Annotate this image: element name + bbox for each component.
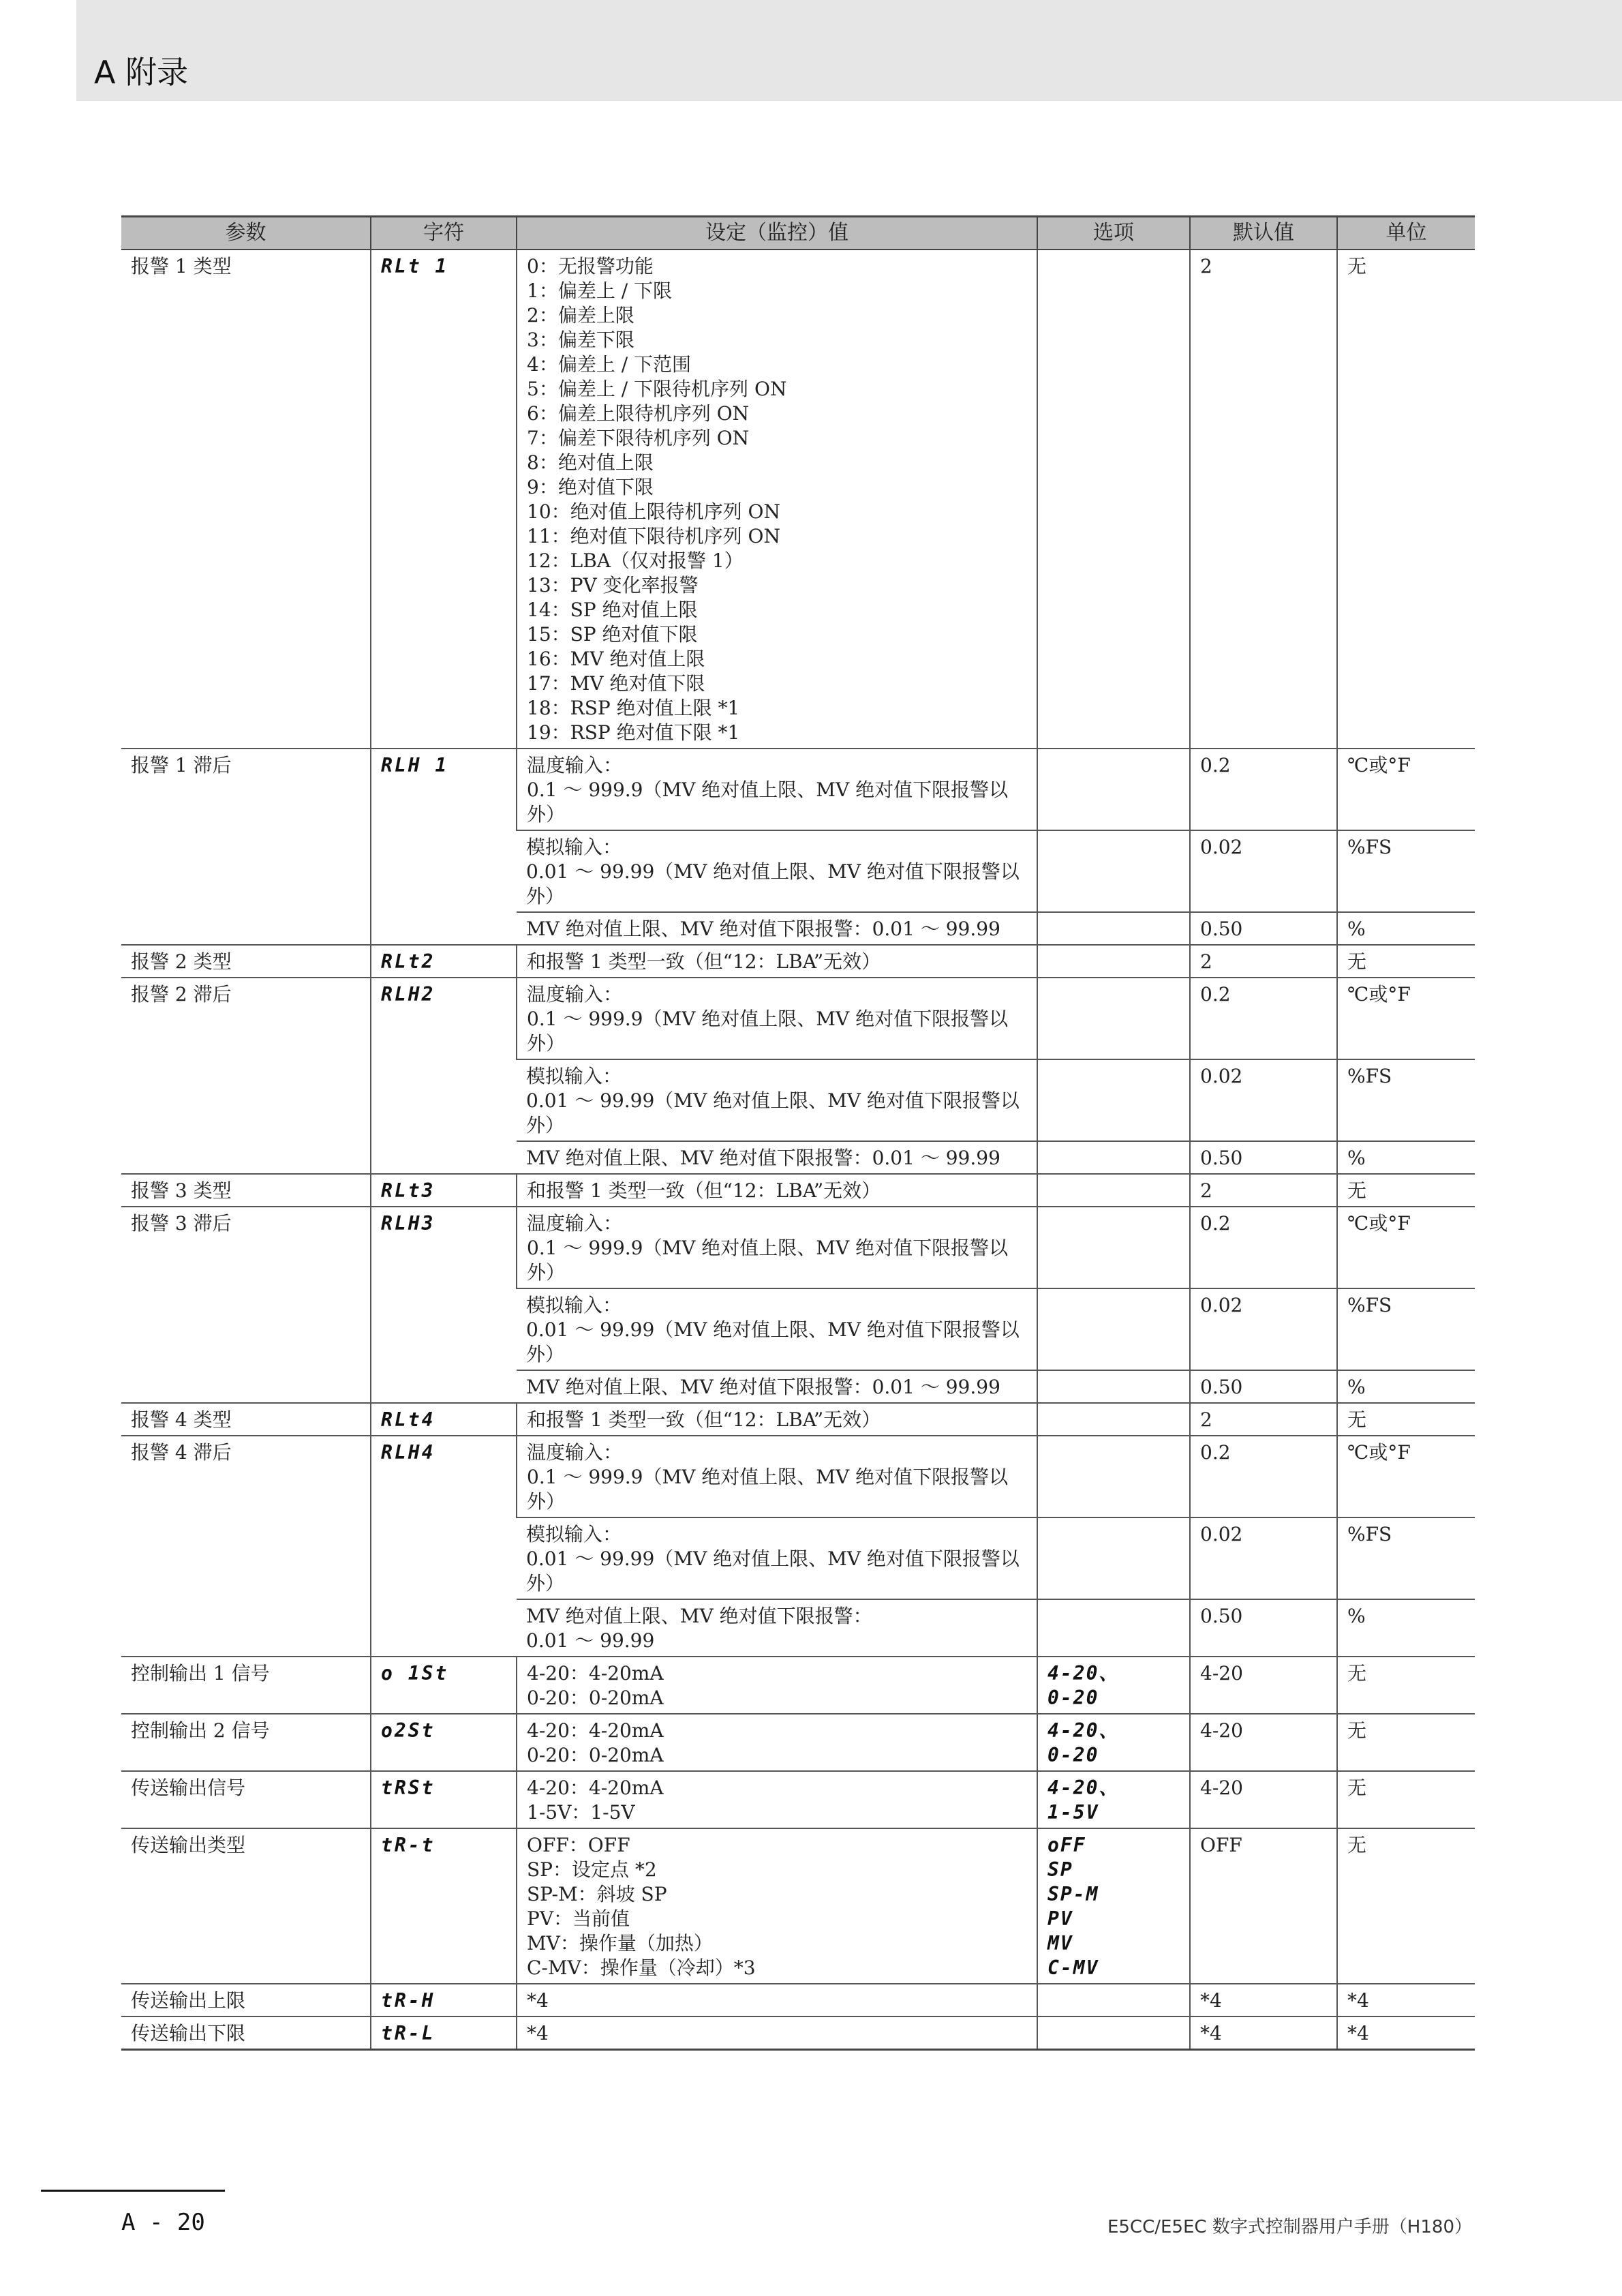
table-row [121, 1436, 1475, 1517]
param-cell: 传送输出类型 [121, 1828, 371, 1984]
default-cell: 0.02 [1190, 1059, 1337, 1141]
footer-rule [41, 2190, 225, 2192]
option-cell [1037, 1403, 1190, 1436]
display-char-cell: RLH4 [371, 1436, 517, 1657]
unit-cell: 无 [1337, 250, 1475, 749]
option-cell [1037, 250, 1190, 749]
unit-cell: %FS [1337, 830, 1475, 912]
default-cell: 4-20 [1190, 1771, 1337, 1828]
option-cell [1037, 1174, 1190, 1207]
default-cell: 0.50 [1190, 912, 1337, 945]
column-header-unit: 单位 [1337, 217, 1475, 250]
default-cell: 0.50 [1190, 1141, 1337, 1174]
value-cell: 模拟输入： 0.01 ～ 99.99（MV 绝对值上限、MV 绝对值下限报警以外） [517, 830, 1037, 912]
option-cell [1037, 2016, 1190, 2050]
unit-cell: %FS [1337, 1059, 1475, 1141]
header-band [76, 0, 1622, 101]
option-cell [1037, 1141, 1190, 1174]
option-cell [1037, 1599, 1190, 1657]
param-cell: 控制输出 2 信号 [121, 1714, 371, 1771]
value-cell: 温度输入： 0.1 ～ 999.9（MV 绝对值上限、MV 绝对值下限报警以外） [517, 978, 1037, 1059]
param-cell: 报警 3 类型 [121, 1174, 371, 1207]
unit-cell: 无 [1337, 1714, 1475, 1771]
unit-cell: 无 [1337, 1403, 1475, 1436]
value-cell: 温度输入： 0.1 ～ 999.9（MV 绝对值上限、MV 绝对值下限报警以外） [517, 749, 1037, 830]
option-cell [1037, 749, 1190, 830]
display-char-cell: RLH 1 [371, 749, 517, 945]
option-cell [1037, 978, 1190, 1059]
value-cell: MV 绝对值上限、MV 绝对值下限报警：0.01 ～ 99.99 [517, 1141, 1037, 1174]
value-cell: 4-20：4-20mA 1-5V：1-5V [517, 1771, 1037, 1828]
table-row [121, 1174, 1475, 1207]
default-cell: 2 [1190, 1403, 1337, 1436]
column-header-param: 参数 [121, 217, 371, 250]
param-cell: 报警 1 滞后 [121, 749, 371, 945]
unit-cell: %FS [1337, 1517, 1475, 1599]
value-cell: 4-20：4-20mA 0-20：0-20mA [517, 1657, 1037, 1714]
default-cell: 2 [1190, 945, 1337, 978]
param-cell: 报警 4 类型 [121, 1403, 371, 1436]
option-cell [1037, 1436, 1190, 1517]
display-char-cell: RLt4 [371, 1403, 517, 1436]
table-row [121, 1657, 1475, 1714]
parameter-table [121, 215, 1475, 2051]
unit-cell: *4 [1337, 2016, 1475, 2050]
option-cell [1037, 1288, 1190, 1370]
display-char-cell: RLt 1 [371, 250, 517, 749]
display-char-cell: RLH2 [371, 978, 517, 1174]
param-cell: 传送输出上限 [121, 1984, 371, 2016]
value-cell: 温度输入： 0.1 ～ 999.9（MV 绝对值上限、MV 绝对值下限报警以外） [517, 1436, 1037, 1517]
unit-cell: *4 [1337, 1984, 1475, 2016]
display-char-cell: RLH3 [371, 1207, 517, 1403]
default-cell: *4 [1190, 2016, 1337, 2050]
value-cell: MV 绝对值上限、MV 绝对值下限报警：0.01 ～ 99.99 [517, 1370, 1037, 1403]
option-cell [1037, 945, 1190, 978]
table-body [121, 250, 1475, 2050]
option-cell [1037, 1207, 1190, 1288]
param-cell: 报警 2 滞后 [121, 978, 371, 1174]
table-row [121, 1207, 1475, 1288]
table-row [121, 250, 1475, 749]
option-cell [1037, 1059, 1190, 1141]
option-cell [1037, 912, 1190, 945]
option-cell [1037, 1517, 1190, 1599]
unit-cell: % [1337, 1141, 1475, 1174]
table-row [121, 749, 1475, 830]
unit-cell: 无 [1337, 1174, 1475, 1207]
option-cell: 4-20、 0-20 [1037, 1714, 1190, 1771]
unit-cell: 无 [1337, 1657, 1475, 1714]
page-number: A - 20 [121, 2209, 205, 2236]
display-char-cell: RLt2 [371, 945, 517, 978]
table-header-row [121, 217, 1475, 250]
unit-cell: 无 [1337, 1771, 1475, 1828]
param-cell: 报警 4 滞后 [121, 1436, 371, 1657]
unit-cell: 无 [1337, 1828, 1475, 1984]
default-cell: 4-20 [1190, 1657, 1337, 1714]
unit-cell: ℃或°F [1337, 978, 1475, 1059]
default-cell: OFF [1190, 1828, 1337, 1984]
unit-cell: ℃或°F [1337, 749, 1475, 830]
option-cell [1037, 830, 1190, 912]
value-cell: 温度输入： 0.1 ～ 999.9（MV 绝对值上限、MV 绝对值下限报警以外） [517, 1207, 1037, 1288]
unit-cell: % [1337, 912, 1475, 945]
table-row [121, 978, 1475, 1059]
value-cell: 4-20：4-20mA 0-20：0-20mA [517, 1714, 1037, 1771]
option-cell: oFF SP SP-M PV MV C-MV [1037, 1828, 1190, 1984]
display-char-cell: RLt3 [371, 1174, 517, 1207]
unit-cell: % [1337, 1599, 1475, 1657]
value-cell: *4 [517, 1984, 1037, 2016]
option-cell [1037, 1984, 1190, 2016]
display-char-cell: tR-L [371, 2016, 517, 2050]
param-cell: 报警 1 类型 [121, 250, 371, 749]
default-cell: 2 [1190, 250, 1337, 749]
unit-cell: ℃或°F [1337, 1436, 1475, 1517]
table-row [121, 1714, 1475, 1771]
value-cell: MV 绝对值上限、MV 绝对值下限报警：0.01 ～ 99.99 [517, 912, 1037, 945]
column-header-value: 设定（监控）值 [517, 217, 1037, 250]
column-header-char: 字符 [371, 217, 517, 250]
default-cell: 0.2 [1190, 1436, 1337, 1517]
option-cell: 4-20、 1-5V [1037, 1771, 1190, 1828]
default-cell: 0.2 [1190, 1207, 1337, 1288]
column-header-default: 默认值 [1190, 217, 1337, 250]
default-cell: 0.02 [1190, 1288, 1337, 1370]
page-title: A 附录 [94, 54, 189, 91]
default-cell: 0.02 [1190, 830, 1337, 912]
default-cell: 0.50 [1190, 1370, 1337, 1403]
unit-cell: ℃或°F [1337, 1207, 1475, 1288]
default-cell: 0.02 [1190, 1517, 1337, 1599]
default-cell: 0.50 [1190, 1599, 1337, 1657]
value-cell: 模拟输入： 0.01 ～ 99.99（MV 绝对值上限、MV 绝对值下限报警以外） [517, 1059, 1037, 1141]
param-cell: 传送输出下限 [121, 2016, 371, 2050]
default-cell: 2 [1190, 1174, 1337, 1207]
display-char-cell: tR-t [371, 1828, 517, 1984]
unit-cell: %FS [1337, 1288, 1475, 1370]
param-cell: 报警 3 滞后 [121, 1207, 371, 1403]
value-cell: OFF：OFF SP：设定点 *2 SP-M：斜坡 SP PV：当前值 MV：操作量（加热） C-MV：操作量（冷却）*3 [517, 1828, 1037, 1984]
manual-title: E5CC/E5EC 数字式控制器用户手册（H180） [1107, 2217, 1472, 2237]
option-cell [1037, 1370, 1190, 1403]
table-row [121, 2016, 1475, 2050]
value-cell: 和报警 1 类型一致（但“12：LBA”无效） [517, 945, 1037, 978]
display-char-cell: o 1St [371, 1657, 517, 1714]
table-row [121, 945, 1475, 978]
display-char-cell: tR-H [371, 1984, 517, 2016]
value-cell: 和报警 1 类型一致（但“12：LBA”无效） [517, 1174, 1037, 1207]
value-cell: 模拟输入： 0.01 ～ 99.99（MV 绝对值上限、MV 绝对值下限报警以外） [517, 1517, 1037, 1599]
value-cell: 0：无报警功能 1：偏差上 / 下限 2：偏差上限 3：偏差下限 4：偏差上 / 下范围 5：偏差上 / 下限待机序列 ON 6：偏差上限待机序列 ON 7：偏差下限待机序列 ON 8：绝对值上限 9：绝对值下限 10：绝对值上限待机序列 ON 11：绝对值下限待机序列 ON 12：LBA（仅对报警 1） 13：PV 变化率报警 14：SP 绝对值上限 15：SP 绝对值下限 16：MV 绝对值上限 17：MV 绝对值下限 18：RSP 绝对值上限 *1 19：RSP 绝对值下限 *1 [517, 250, 1037, 749]
table-row [121, 1828, 1475, 1984]
unit-cell: 无 [1337, 945, 1475, 978]
table-row [121, 1403, 1475, 1436]
default-cell: 0.2 [1190, 978, 1337, 1059]
table-row [121, 1771, 1475, 1828]
table-row [121, 1984, 1475, 2016]
default-cell: *4 [1190, 1984, 1337, 2016]
default-cell: 4-20 [1190, 1714, 1337, 1771]
param-cell: 控制输出 1 信号 [121, 1657, 371, 1714]
option-cell: 4-20、 0-20 [1037, 1657, 1190, 1714]
value-cell: 模拟输入： 0.01 ～ 99.99（MV 绝对值上限、MV 绝对值下限报警以外） [517, 1288, 1037, 1370]
display-char-cell: tRSt [371, 1771, 517, 1828]
column-header-option: 选项 [1037, 217, 1190, 250]
unit-cell: % [1337, 1370, 1475, 1403]
param-cell: 传送输出信号 [121, 1771, 371, 1828]
value-cell: 和报警 1 类型一致（但“12：LBA”无效） [517, 1403, 1037, 1436]
param-cell: 报警 2 类型 [121, 945, 371, 978]
value-cell: *4 [517, 2016, 1037, 2050]
display-char-cell: o2St [371, 1714, 517, 1771]
value-cell: MV 绝对值上限、MV 绝对值下限报警： 0.01 ～ 99.99 [517, 1599, 1037, 1657]
default-cell: 0.2 [1190, 749, 1337, 830]
